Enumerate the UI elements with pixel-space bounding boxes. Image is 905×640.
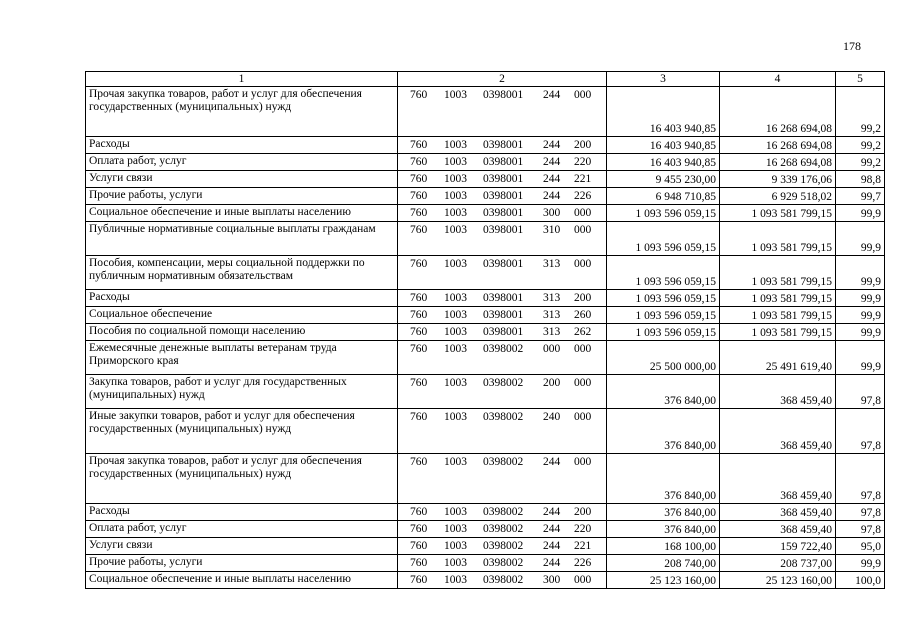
row-plan-value: 1 093 596 059,15 — [607, 290, 720, 307]
code-ministry: 760 — [410, 506, 428, 518]
row-percent: 99,9 — [836, 324, 885, 341]
row-plan-value: 1 093 596 059,15 — [607, 222, 720, 256]
code-kosgu: 000 — [574, 377, 592, 389]
code-section: 1003 — [444, 224, 467, 236]
code-section: 1003 — [444, 190, 467, 202]
table-row — [86, 137, 885, 154]
row-actual-value: 1 093 581 799,15 — [720, 256, 836, 290]
table-body — [86, 87, 885, 589]
code-target: 0398001 — [483, 173, 524, 185]
row-actual-value: 16 268 694,08 — [720, 137, 836, 154]
code-target: 0398002 — [483, 557, 524, 569]
table-row — [86, 87, 885, 137]
code-section: 1003 — [444, 173, 467, 185]
code-target: 0398001 — [483, 207, 524, 219]
row-percent: 97,8 — [836, 375, 885, 409]
row-percent: 99,2 — [836, 87, 885, 137]
row-name: Услуги связи — [86, 171, 398, 188]
row-name: Иные закупки товаров, работ и услуг для обеспечения государственных (муниципальных) нужд — [86, 409, 398, 454]
code-section: 1003 — [444, 207, 467, 219]
code-target: 0398001 — [483, 139, 524, 151]
code-type: 240 — [543, 411, 561, 423]
row-plan-value: 376 840,00 — [607, 454, 720, 504]
row-percent: 97,8 — [836, 409, 885, 454]
row-percent: 99,9 — [836, 222, 885, 256]
table-row — [86, 572, 885, 589]
row-percent: 98,8 — [836, 171, 885, 188]
code-section: 1003 — [444, 540, 467, 552]
code-section: 1003 — [444, 89, 467, 101]
code-section: 1003 — [444, 411, 467, 423]
code-section: 1003 — [444, 523, 467, 535]
row-name: Прочая закупка товаров, работ и услуг для обеспечения государственных (муниципальных) нужд — [86, 87, 398, 137]
code-target: 0398002 — [483, 506, 524, 518]
code-kosgu: 000 — [574, 224, 592, 236]
table-row — [86, 521, 885, 538]
row-name: Закупка товаров, работ и услуг для государственных (муниципальных) нужд — [86, 375, 398, 409]
code-target: 0398002 — [483, 377, 524, 389]
code-target: 0398002 — [483, 456, 524, 468]
code-target: 0398002 — [483, 574, 524, 586]
page-number: 178 — [843, 39, 861, 53]
code-section: 1003 — [444, 377, 467, 389]
row-plan-value: 9 455 230,00 — [607, 171, 720, 188]
code-target: 0398001 — [483, 309, 524, 321]
code-ministry: 760 — [410, 574, 428, 586]
row-name: Оплата работ, услуг — [86, 521, 398, 538]
row-plan-value: 16 403 940,85 — [607, 154, 720, 171]
table-row — [86, 205, 885, 222]
row-name: Социальное обеспечение и иные выплаты населению — [86, 572, 398, 589]
row-percent: 99,9 — [836, 555, 885, 572]
code-ministry: 760 — [410, 540, 428, 552]
row-codes — [398, 521, 607, 538]
code-ministry: 760 — [410, 326, 428, 338]
code-target: 0398001 — [483, 156, 524, 168]
code-ministry: 760 — [410, 557, 428, 569]
row-codes — [398, 307, 607, 324]
row-plan-value: 1 093 596 059,15 — [607, 307, 720, 324]
row-actual-value: 368 459,40 — [720, 521, 836, 538]
code-kosgu: 226 — [574, 190, 592, 202]
row-name: Пособия по социальной помощи населению — [86, 324, 398, 341]
row-plan-value: 25 123 160,00 — [607, 572, 720, 589]
row-actual-value: 368 459,40 — [720, 504, 836, 521]
code-type: 244 — [543, 506, 561, 518]
row-plan-value: 208 740,00 — [607, 555, 720, 572]
row-plan-value: 1 093 596 059,15 — [607, 205, 720, 222]
code-kosgu: 226 — [574, 557, 592, 569]
row-codes — [398, 154, 607, 171]
table-row — [86, 307, 885, 324]
row-actual-value: 1 093 581 799,15 — [720, 222, 836, 256]
code-section: 1003 — [444, 557, 467, 569]
code-type: 244 — [543, 156, 561, 168]
code-type: 313 — [543, 309, 561, 321]
header-col-4: 4 — [720, 72, 836, 87]
code-type: 244 — [543, 139, 561, 151]
code-target: 0398001 — [483, 326, 524, 338]
row-actual-value: 1 093 581 799,15 — [720, 290, 836, 307]
row-actual-value: 1 093 581 799,15 — [720, 324, 836, 341]
row-name: Услуги связи — [86, 538, 398, 555]
row-actual-value: 25 123 160,00 — [720, 572, 836, 589]
code-target: 0398002 — [483, 540, 524, 552]
table-row — [86, 538, 885, 555]
code-target: 0398002 — [483, 411, 524, 423]
table-row — [86, 454, 885, 504]
code-ministry: 760 — [410, 343, 428, 355]
row-actual-value: 1 093 581 799,15 — [720, 307, 836, 324]
code-kosgu: 200 — [574, 292, 592, 304]
code-kosgu: 221 — [574, 540, 592, 552]
code-ministry: 760 — [410, 309, 428, 321]
code-ministry: 760 — [410, 224, 428, 236]
code-type: 244 — [543, 456, 561, 468]
row-percent: 99,9 — [836, 256, 885, 290]
code-type: 244 — [543, 557, 561, 569]
row-name: Публичные нормативные социальные выплаты гражданам — [86, 222, 398, 256]
code-kosgu: 200 — [574, 506, 592, 518]
code-target: 0398001 — [483, 224, 524, 236]
code-section: 1003 — [444, 258, 467, 270]
row-percent: 99,2 — [836, 154, 885, 171]
row-codes — [398, 171, 607, 188]
row-percent: 97,8 — [836, 521, 885, 538]
code-type: 244 — [543, 190, 561, 202]
row-plan-value: 16 403 940,85 — [607, 87, 720, 137]
table-row — [86, 171, 885, 188]
code-type: 244 — [543, 173, 561, 185]
code-kosgu: 221 — [574, 173, 592, 185]
code-type: 300 — [543, 574, 561, 586]
code-target: 0398002 — [483, 523, 524, 535]
row-actual-value: 159 722,40 — [720, 538, 836, 555]
row-codes — [398, 538, 607, 555]
code-ministry: 760 — [410, 207, 428, 219]
row-plan-value: 1 093 596 059,15 — [607, 324, 720, 341]
header-col-1: 1 — [86, 72, 398, 87]
row-codes — [398, 454, 607, 504]
table-row — [86, 188, 885, 205]
code-target: 0398001 — [483, 258, 524, 270]
code-target: 0398001 — [483, 292, 524, 304]
code-type: 313 — [543, 258, 561, 270]
row-codes — [398, 222, 607, 256]
row-codes — [398, 341, 607, 375]
row-name: Расходы — [86, 504, 398, 521]
header-col-5: 5 — [836, 72, 885, 87]
code-ministry: 760 — [410, 89, 428, 101]
row-percent: 99,7 — [836, 188, 885, 205]
row-actual-value: 16 268 694,08 — [720, 154, 836, 171]
code-type: 310 — [543, 224, 561, 236]
code-target: 0398002 — [483, 343, 524, 355]
row-name: Прочие работы, услуги — [86, 555, 398, 572]
row-name: Прочая закупка товаров, работ и услуг для обеспечения государственных (муниципальных) нужд — [86, 454, 398, 504]
code-section: 1003 — [444, 456, 467, 468]
code-kosgu: 220 — [574, 523, 592, 535]
code-kosgu: 200 — [574, 139, 592, 151]
code-kosgu: 000 — [574, 574, 592, 586]
code-kosgu: 000 — [574, 411, 592, 423]
code-section: 1003 — [444, 139, 467, 151]
table-row — [86, 341, 885, 375]
row-codes — [398, 572, 607, 589]
code-section: 1003 — [444, 343, 467, 355]
row-codes — [398, 324, 607, 341]
row-codes — [398, 256, 607, 290]
table-row — [86, 222, 885, 256]
code-section: 1003 — [444, 309, 467, 321]
row-plan-value: 1 093 596 059,15 — [607, 256, 720, 290]
row-actual-value: 9 339 176,06 — [720, 171, 836, 188]
header-col-3: 3 — [607, 72, 720, 87]
code-type: 313 — [543, 292, 561, 304]
code-kosgu: 000 — [574, 456, 592, 468]
row-percent: 95,0 — [836, 538, 885, 555]
budget-table — [85, 71, 885, 589]
row-codes — [398, 375, 607, 409]
row-codes — [398, 87, 607, 137]
row-actual-value: 368 459,40 — [720, 375, 836, 409]
row-name: Расходы — [86, 290, 398, 307]
row-plan-value: 16 403 940,85 — [607, 137, 720, 154]
row-name: Пособия, компенсации, меры социальной поддержки по публичным нормативным обязательствам — [86, 256, 398, 290]
row-plan-value: 6 948 710,85 — [607, 188, 720, 205]
code-type: 300 — [543, 207, 561, 219]
row-actual-value: 16 268 694,08 — [720, 87, 836, 137]
row-codes — [398, 504, 607, 521]
code-ministry: 760 — [410, 411, 428, 423]
row-name: Расходы — [86, 137, 398, 154]
row-percent: 99,2 — [836, 137, 885, 154]
row-actual-value: 25 491 619,40 — [720, 341, 836, 375]
row-name: Ежемесячные денежные выплаты ветеранам труда Приморского края — [86, 341, 398, 375]
table-row — [86, 555, 885, 572]
code-type: 244 — [543, 540, 561, 552]
table-row — [86, 154, 885, 171]
row-name: Социальное обеспечение — [86, 307, 398, 324]
row-percent: 97,8 — [836, 504, 885, 521]
table-row — [86, 256, 885, 290]
code-ministry: 760 — [410, 258, 428, 270]
row-codes — [398, 409, 607, 454]
header-col-2: 2 — [398, 72, 607, 87]
code-type: 200 — [543, 377, 561, 389]
row-plan-value: 376 840,00 — [607, 375, 720, 409]
code-kosgu: 262 — [574, 326, 592, 338]
row-actual-value: 368 459,40 — [720, 409, 836, 454]
table-row — [86, 375, 885, 409]
code-ministry: 760 — [410, 292, 428, 304]
row-codes — [398, 205, 607, 222]
code-type: 000 — [543, 343, 561, 355]
row-plan-value: 25 500 000,00 — [607, 341, 720, 375]
code-type: 244 — [543, 523, 561, 535]
row-actual-value: 368 459,40 — [720, 454, 836, 504]
row-percent: 99,9 — [836, 205, 885, 222]
code-ministry: 760 — [410, 377, 428, 389]
row-name: Оплата работ, услуг — [86, 154, 398, 171]
code-ministry: 760 — [410, 139, 428, 151]
code-kosgu: 000 — [574, 207, 592, 219]
table-row — [86, 324, 885, 341]
row-name: Прочие работы, услуги — [86, 188, 398, 205]
code-kosgu: 000 — [574, 258, 592, 270]
row-codes — [398, 188, 607, 205]
code-ministry: 760 — [410, 190, 428, 202]
row-plan-value: 168 100,00 — [607, 538, 720, 555]
code-ministry: 760 — [410, 456, 428, 468]
row-plan-value: 376 840,00 — [607, 521, 720, 538]
row-codes — [398, 290, 607, 307]
code-type: 313 — [543, 326, 561, 338]
code-kosgu: 220 — [574, 156, 592, 168]
row-actual-value: 208 737,00 — [720, 555, 836, 572]
row-percent: 99,9 — [836, 290, 885, 307]
code-section: 1003 — [444, 292, 467, 304]
code-target: 0398001 — [483, 89, 524, 101]
row-codes — [398, 555, 607, 572]
table-header — [86, 72, 885, 87]
code-section: 1003 — [444, 156, 467, 168]
row-plan-value: 376 840,00 — [607, 409, 720, 454]
row-actual-value: 6 929 518,02 — [720, 188, 836, 205]
row-actual-value: 1 093 581 799,15 — [720, 205, 836, 222]
row-codes — [398, 137, 607, 154]
code-ministry: 760 — [410, 173, 428, 185]
code-section: 1003 — [444, 506, 467, 518]
row-percent: 100,0 — [836, 572, 885, 589]
row-plan-value: 376 840,00 — [607, 504, 720, 521]
code-section: 1003 — [444, 574, 467, 586]
row-percent: 99,9 — [836, 341, 885, 375]
table-row — [86, 409, 885, 454]
code-kosgu: 000 — [574, 89, 592, 101]
row-name: Социальное обеспечение и иные выплаты населению — [86, 205, 398, 222]
row-percent: 97,8 — [836, 454, 885, 504]
header-row — [86, 72, 885, 87]
code-target: 0398001 — [483, 190, 524, 202]
code-kosgu: 000 — [574, 343, 592, 355]
code-ministry: 760 — [410, 156, 428, 168]
table-row — [86, 290, 885, 307]
code-kosgu: 260 — [574, 309, 592, 321]
table-row — [86, 504, 885, 521]
code-ministry: 760 — [410, 523, 428, 535]
code-section: 1003 — [444, 326, 467, 338]
code-type: 244 — [543, 89, 561, 101]
row-percent: 99,9 — [836, 307, 885, 324]
